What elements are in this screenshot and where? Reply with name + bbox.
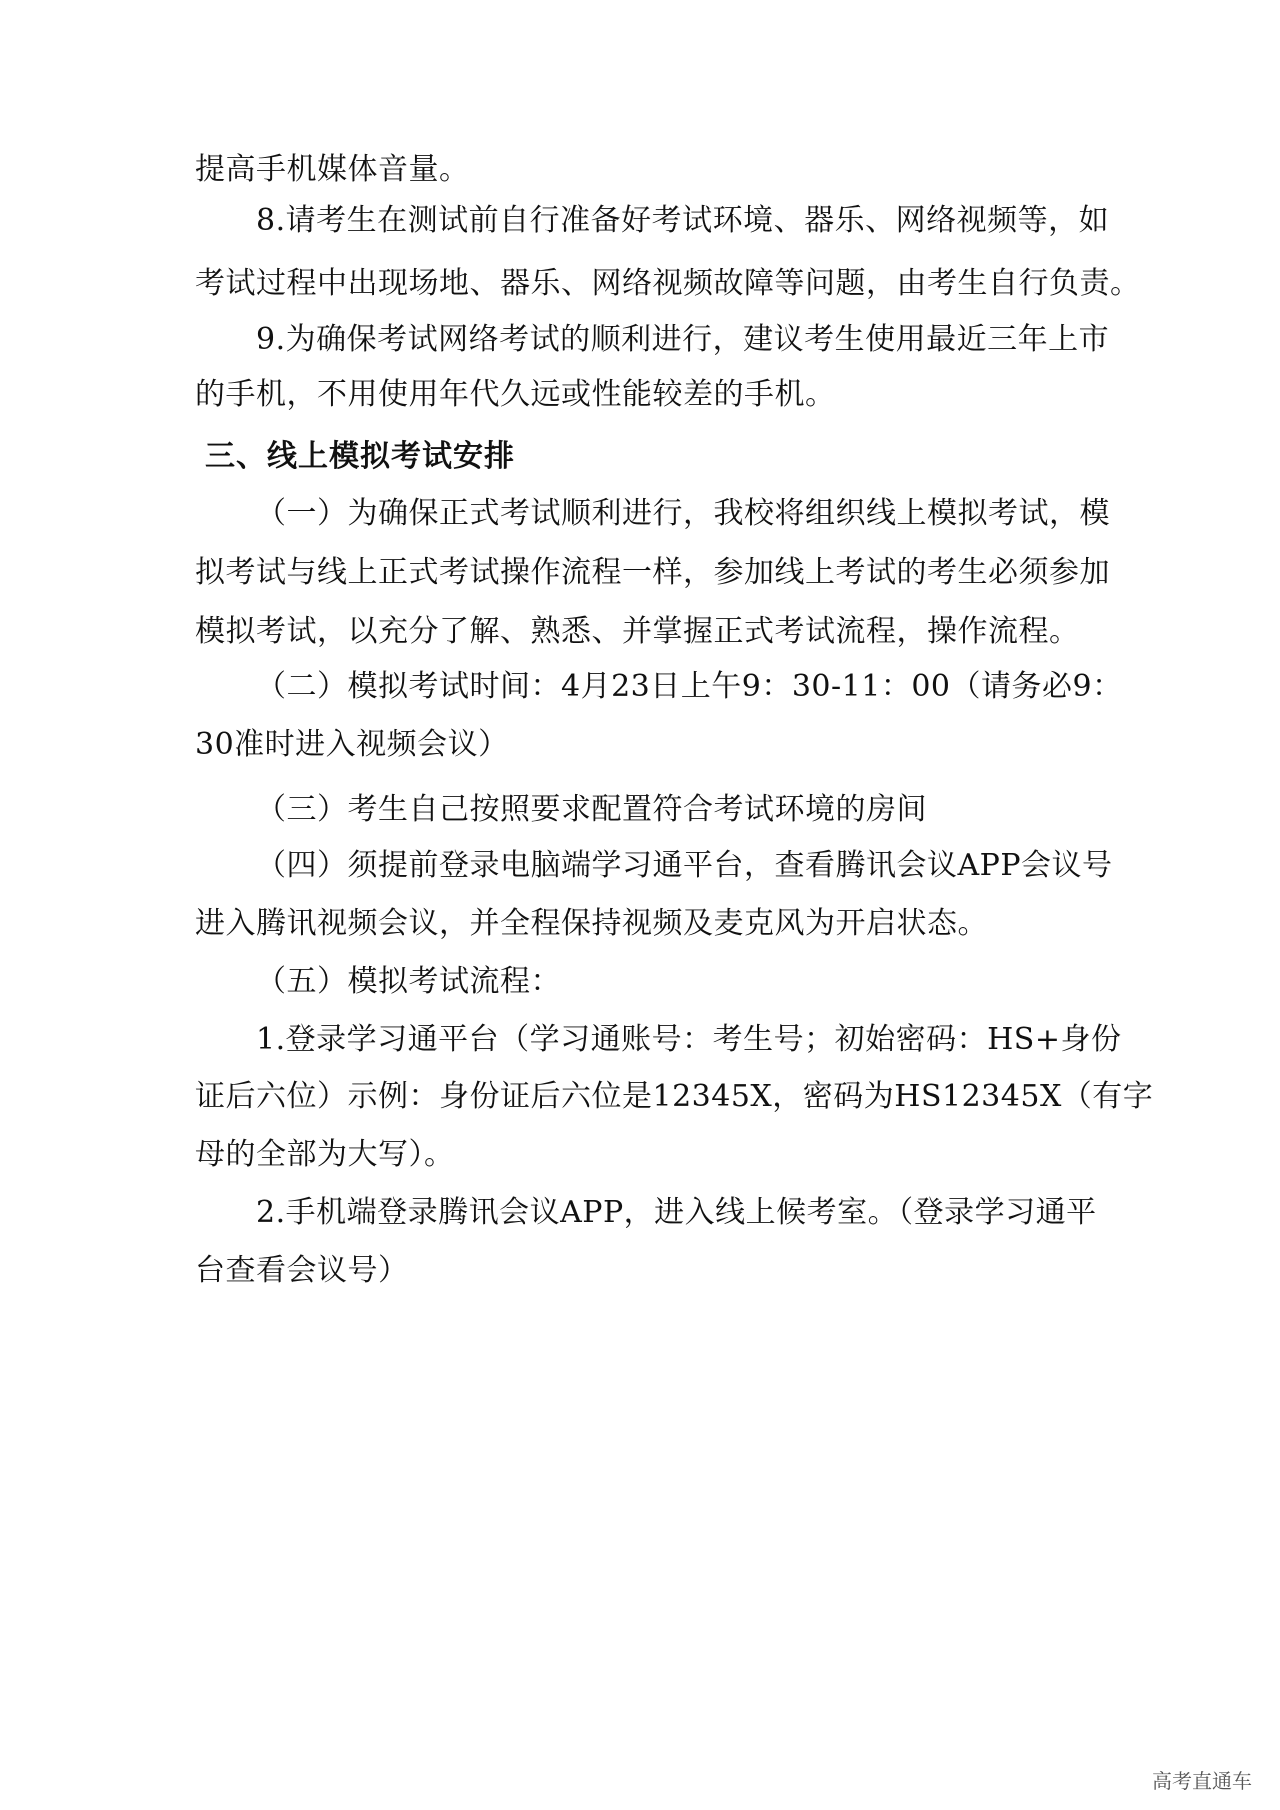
paragraph-line: （五）模拟考试流程： bbox=[256, 964, 561, 999]
list-item-8-line: 8.请考生在测试前自行准备好考试环境、器乐、网络视频等，如 bbox=[256, 203, 1110, 238]
paragraph-line: 进入腾讯视频会议，并全程保持视频及麦克风为开启状态。 bbox=[195, 906, 988, 941]
section-heading: 三、线上模拟考试安排 bbox=[205, 439, 515, 474]
list-item-2-line: 2.手机端登录腾讯会议APP，进入线上候考室。（登录学习通平 bbox=[256, 1195, 1097, 1230]
paragraph-line: （一）为确保正式考试顺利进行，我校将组织线上模拟考试，模 bbox=[256, 496, 1110, 531]
paragraph-line: （二）模拟考试时间：4月23日上午9：30-11：00（请务必9： bbox=[256, 669, 1123, 704]
list-item-2-line: 台查看会议号） bbox=[195, 1253, 409, 1288]
paragraph-line: 拟考试与线上正式考试操作流程一样，参加线上考试的考生必须参加 bbox=[195, 555, 1110, 590]
paragraph-line: 30准时进入视频会议） bbox=[195, 727, 509, 762]
paragraph-line: （三）考生自己按照要求配置符合考试环境的房间 bbox=[256, 792, 927, 827]
paragraph-line: 模拟考试，以充分了解、熟悉、并掌握正式考试流程，操作流程。 bbox=[195, 614, 1080, 649]
list-item-8-line: 考试过程中出现场地、器乐、网络视频故障等问题，由考生自行负责。 bbox=[195, 266, 1141, 301]
list-item-1-line: 证后六位）示例：身份证后六位是12345X，密码为HS12345X（有字 bbox=[195, 1079, 1154, 1114]
paragraph-line: 提高手机媒体音量。 bbox=[195, 152, 470, 187]
list-item-1-line: 母的全部为大写）。 bbox=[195, 1137, 455, 1172]
watermark: 高考直通车 bbox=[1152, 1769, 1252, 1793]
list-item-9-line: 的手机，不用使用年代久远或性能较差的手机。 bbox=[195, 377, 836, 412]
list-item-1-line: 1.登录学习通平台（学习通账号：考生号；初始密码：HS+身份 bbox=[256, 1022, 1122, 1057]
list-item-9-line: 9.为确保考试网络考试的顺利进行，建议考生使用最近三年上市 bbox=[256, 322, 1110, 357]
paragraph-line: （四）须提前登录电脑端学习通平台，查看腾讯会议APP会议号 bbox=[256, 848, 1113, 883]
